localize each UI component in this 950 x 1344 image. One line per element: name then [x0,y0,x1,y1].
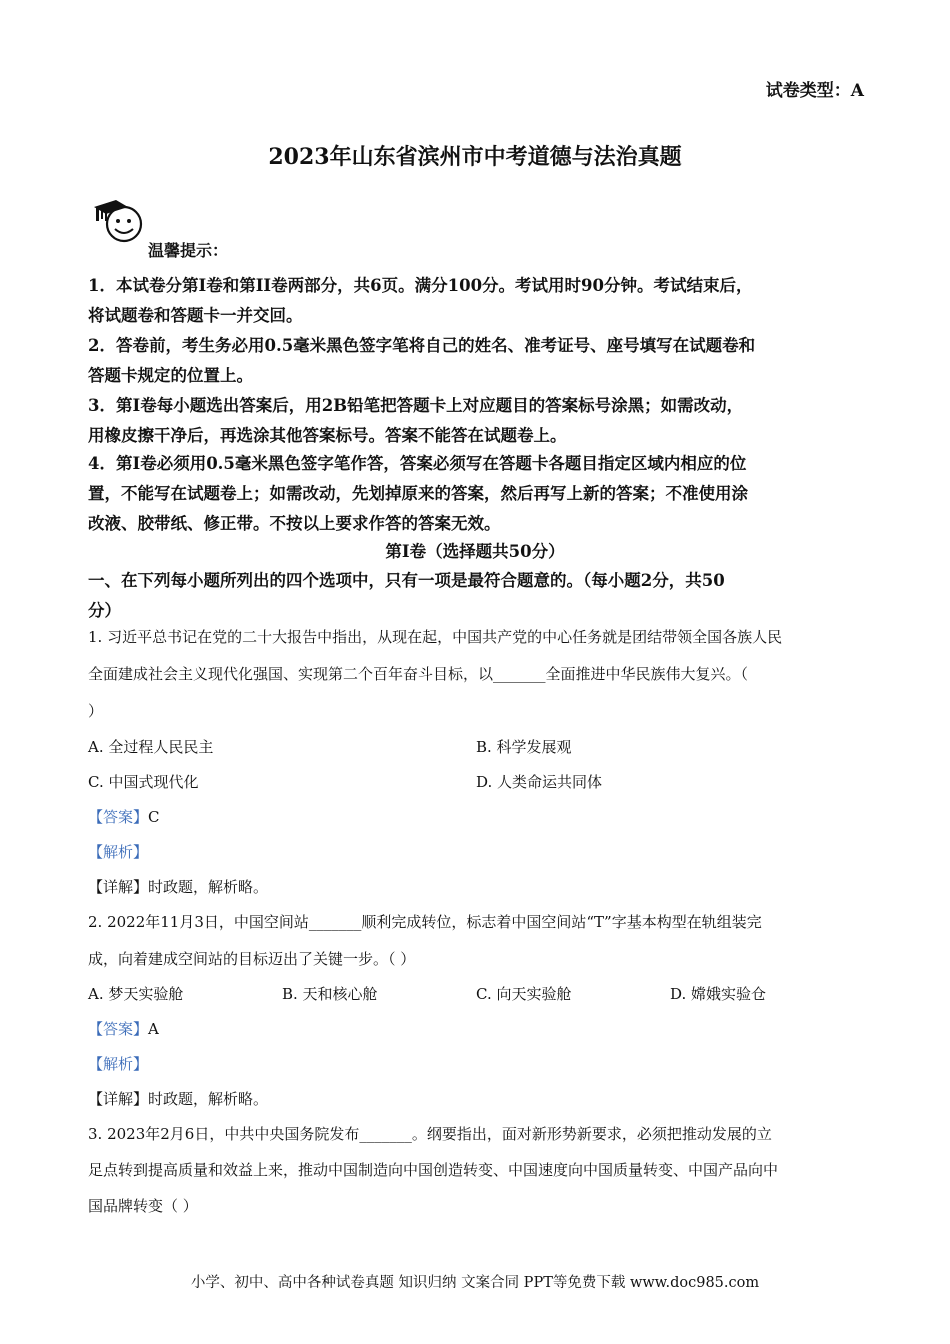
detail-label: 【详解】 [88,1090,149,1108]
question-3-text: 足点转到提高质量和效益上来，推动中国制造向中国创造转变、中国速度向中国质量转变、中国产品向中 [88,1161,779,1179]
page-title: 2023年山东省滨州市中考道德与法治真题 [268,144,682,170]
notice-line: 将试题卷和答题卡一并交回。 [88,306,303,325]
smiley-graduate-icon [92,197,146,245]
notice-line: 答题卡规定的位置上。 [88,366,253,385]
question-2-analysis-label: 【解析】 [88,1055,149,1073]
notice-line: 用橡皮擦干净后，再选涂其他答案标号。答案不能答在试题卷上。 [88,426,567,445]
notice-line: 1．本试卷分第I卷和第II卷两部分，共6页。满分100分。考试用时90分钟。考试结束后， [88,276,753,295]
answer-label: 【答案】 [88,1020,149,1038]
notice-line: 4．第I卷必须用0.5毫米黑色签字笔作答，答案必须写在答题卡各题目指定区域内相应的位 [88,454,747,473]
answer-value: C [148,808,160,826]
question-1-text: ） [88,702,104,720]
question-1-option-c: C. 中国式现代化 [88,773,199,791]
question-1-text: 全面建成社会主义现代化强国、实现第二个百年奋斗目标，以_______全面推进中华民族伟大复兴。（ [88,665,749,683]
section-title: 第Ⅰ卷（选择题共50分） [385,542,565,561]
question-2-option-a: A. 梦天实验舱 [88,985,184,1003]
detail-text: 时政题，解析略。 [148,878,269,896]
question-2-detail [88,1088,268,1109]
detail-label: 【详解】 [88,878,149,896]
question-1-analysis-label: 【解析】 [88,843,149,861]
question-1-option-a: A. 全过程人民民主 [88,738,214,756]
question-2-option-b: B. 天和核心舱 [282,985,378,1003]
part-instruction: 分） [88,601,121,620]
question-2-text: 2. 2022年11月3日，中国空间站_______顺利完成转位，标志着中国空间站“T”字基本构型在轨组装完 [88,913,762,931]
question-3-text: 国品牌转变（ ） [88,1197,198,1215]
answer-value: A [148,1020,159,1038]
notice-line: 3．第Ⅰ卷每小题选出答案后，用2B铅笔把答题卡上对应题目的答案标号涂黑；如需改动， [88,396,744,415]
answer-label: 【答案】 [88,808,149,826]
page-footer: 小学、初中、高中各种试卷真题 知识归纳 文案合同 PPT等免费下载 www.doc985.com [190,1275,760,1291]
detail-text: 时政题，解析略。 [148,1090,269,1108]
question-1-option-d: D. 人类命运共同体 [476,773,603,791]
question-1-detail [88,876,268,897]
question-1-answer [88,806,160,827]
notice-line: 改液、胶带纸、修正带。不按以上要求作答的答案无效。 [88,514,501,533]
question-3-text: 3. 2023年2月6日，中共中央国务院发布_______。纲要指出，面对新形势新要求，必须把推动发展的立 [88,1125,772,1143]
exam-type-label: 试卷类型：A [765,81,864,101]
question-2-option-d: D. 嫦娥实验仓 [670,985,767,1003]
question-1-text: 1. 习近平总书记在党的二十大报告中指出，从现在起，中国共产党的中心任务就是团结带领全国各族人民 [88,628,783,646]
notice-line: 2．答卷前，考生务必用0.5毫米黑色签字笔将自己的姓名、准考证号、座号填写在试题卷和 [88,336,756,355]
question-2-option-c: C. 向天实验舱 [476,985,572,1003]
question-2-text: 成，向着建成空间站的目标迈出了关键一步。（ ） [88,950,416,968]
question-2-answer [88,1018,159,1039]
part-instruction: 一、在下列每小题所列出的四个选项中，只有一项是最符合题意的。（每小题2分，共50 [88,571,725,590]
notice-line: 置，不能写在试题卷上；如需改动，先划掉原来的答案，然后再写上新的答案；不准使用涂 [88,484,748,503]
tip-label: 温馨提示： [148,241,229,260]
question-1-option-b: B. 科学发展观 [476,738,572,756]
